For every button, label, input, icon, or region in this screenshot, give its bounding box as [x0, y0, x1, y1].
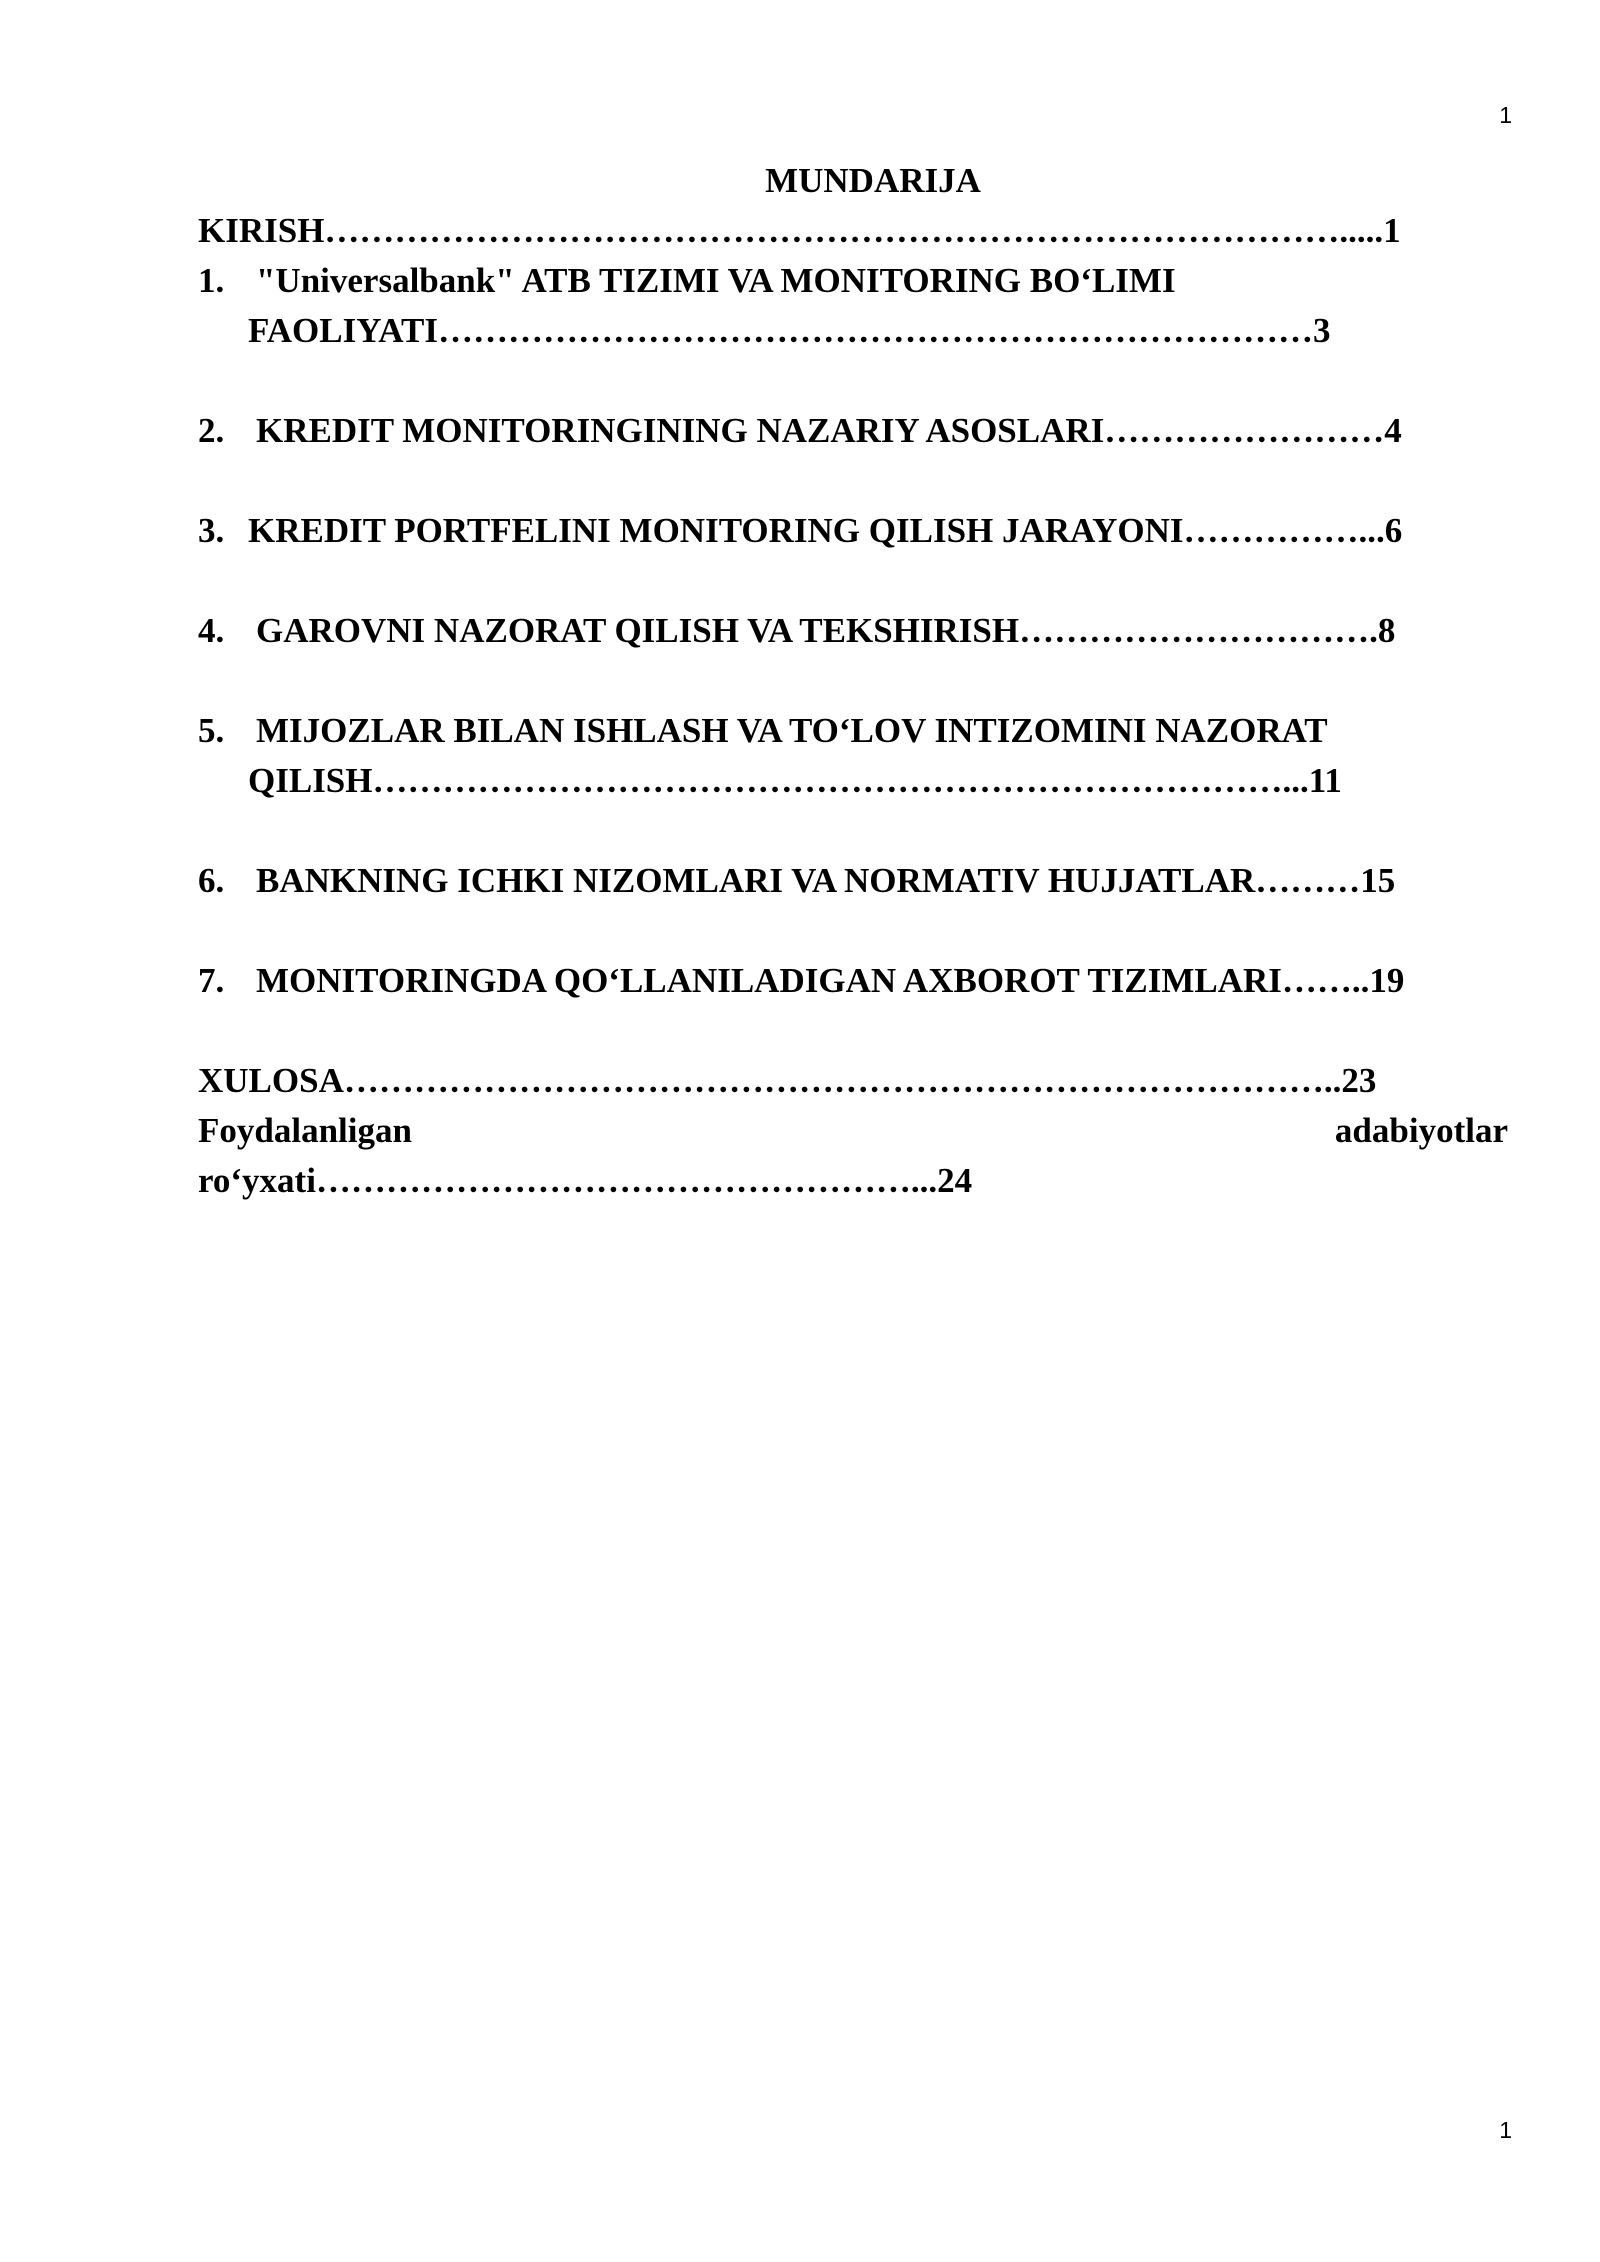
toc-title: MUNDARIJA [765, 161, 981, 200]
toc-entry-1 [198, 256, 1508, 356]
toc-entry-6-number: 6. [198, 861, 225, 900]
toc-entry-2 [198, 406, 1508, 456]
page-number-top: 1 [1499, 102, 1512, 128]
toc-entry-1-number: 1. [198, 261, 225, 300]
toc-references-continuation: ro‘yxati……………………………………………...24 [198, 1161, 973, 1200]
toc-entry-3-number: 3. [198, 511, 225, 550]
toc-entry-5 [198, 706, 1508, 806]
toc-entry-2-number: 2. [198, 411, 225, 450]
toc-entry-references [198, 1106, 1508, 1206]
toc-entry-4-number: 4. [198, 611, 225, 650]
toc-entry-conclusion [198, 1056, 1508, 1106]
toc-entry-7-text: MONITORINGDA QO‘LLANILADIGAN AXBOROT TIZIMLARI……..19 [256, 961, 1405, 1000]
toc-references-word-2: adabiyotlar [1334, 1111, 1508, 1150]
toc-entry-1-continuation: FAOLIYATI…………………………………………………………………3 [248, 311, 1331, 350]
toc-entry-3-text: KREDIT PORTFELINI MONITORING QILISH JARAYONI……………...6 [248, 511, 1403, 550]
toc-entry-5-number: 5. [198, 711, 225, 750]
toc-entry-5-text: MIJOZLAR BILAN ISHLASH VA TO‘LOV INTIZOMINI NAZORAT [256, 711, 1328, 750]
toc-intro-text: KIRISH…………………………………………………………………………….....1 [198, 211, 1401, 250]
toc-entry-1-text: "Universalbank" ATB TIZIMI VA MONITORING BO‘LIMI [256, 261, 1176, 300]
toc-entry-6-text: BANKNING ICHKI NIZOMLARI VA NORMATIV HUJJATLAR………15 [256, 861, 1396, 900]
toc-entry-7-number: 7. [198, 961, 225, 1000]
toc-conclusion-text: XULOSA…………………………………………………………………………..23 [198, 1061, 1377, 1100]
table-of-contents [198, 156, 1508, 1206]
toc-entry-4-text: GAROVNI NAZORAT QILISH VA TEKSHIRISH………………………….8 [256, 611, 1396, 650]
toc-entry-7 [198, 956, 1508, 1006]
toc-entry-5-continuation: QILISH……………………………………………………………………...11 [248, 761, 1342, 800]
page-number-bottom: 1 [1499, 2117, 1512, 2143]
toc-entry-intro [198, 206, 1508, 256]
toc-entry-3 [198, 506, 1508, 556]
toc-references-word-1: Foydalanligan [198, 1111, 412, 1150]
toc-entry-2-text: KREDIT MONITORINGINING NAZARIY ASOSLARI……………………4 [256, 411, 1402, 450]
toc-entry-4 [198, 606, 1508, 656]
toc-entry-6 [198, 856, 1508, 906]
